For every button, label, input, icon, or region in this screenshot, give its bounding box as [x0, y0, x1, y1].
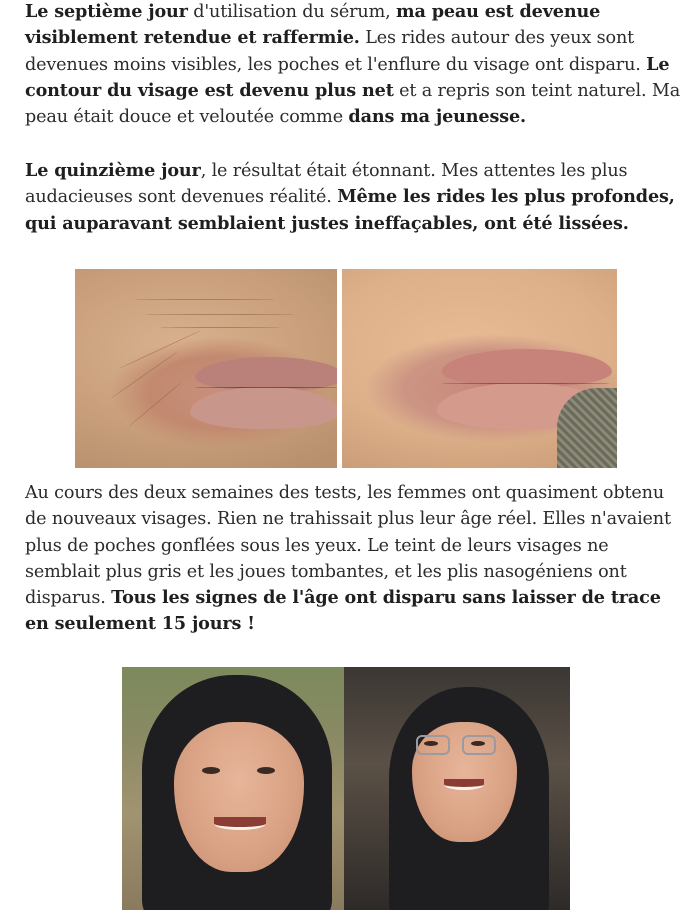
lips-after-photo [342, 269, 617, 468]
paragraph-day-seven [25, 0, 685, 130]
text-segment: , le résultat était étonnant. Mes attentes les plus audacieuses sont devenues réalité. [25, 161, 628, 208]
lips-before-after-image [75, 269, 617, 468]
bold-text-segment: Même les rides les plus profondes, qui auparavant semblaient justes ineffaçables, ont été lissées. [25, 186, 675, 234]
bold-text-segment: dans ma jeunesse. [348, 106, 527, 128]
text-segment: et a repris son teint naturel. Ma peau était douce et veloutée comme [25, 80, 681, 128]
bold-text-segment: Le quinzième jour [25, 160, 201, 181]
bold-text-segment: Le septième jour [25, 1, 188, 22]
lips-before-photo [75, 269, 337, 468]
face-after-photo [344, 667, 570, 910]
face-before-photo [122, 667, 344, 910]
faces-before-after-image [122, 667, 570, 910]
bold-text-segment: ma peau est devenue visiblement retendue et raffermie. [25, 1, 601, 49]
paragraph-day-fifteen [25, 158, 685, 237]
text-segment: Les rides autour des yeux sont devenues moins visibles, les poches et l'enflure du visage ont disparu. [25, 28, 647, 75]
bold-text-segment: Tous les signes de l'âge ont disparu sans laisser de trace en seulement 15 jours ! [25, 587, 661, 635]
text-segment: d'utilisation du sérum, [187, 2, 396, 22]
text-segment: Au cours des deux semaines des tests, les femmes ont quasiment obtenu de nouveaux visages. Rien ne trahissait plus leur âge réel. Elles n'avaient plus de poches gonflées sous les yeux. Le teint de leurs visages ne semblait plus gris et les joues tombantes, et les plis nasogéniens ont disparus. [25, 483, 671, 609]
bold-text-segment: Le contour du visage est devenu plus net [25, 53, 670, 101]
paragraph-test-results [25, 480, 685, 638]
